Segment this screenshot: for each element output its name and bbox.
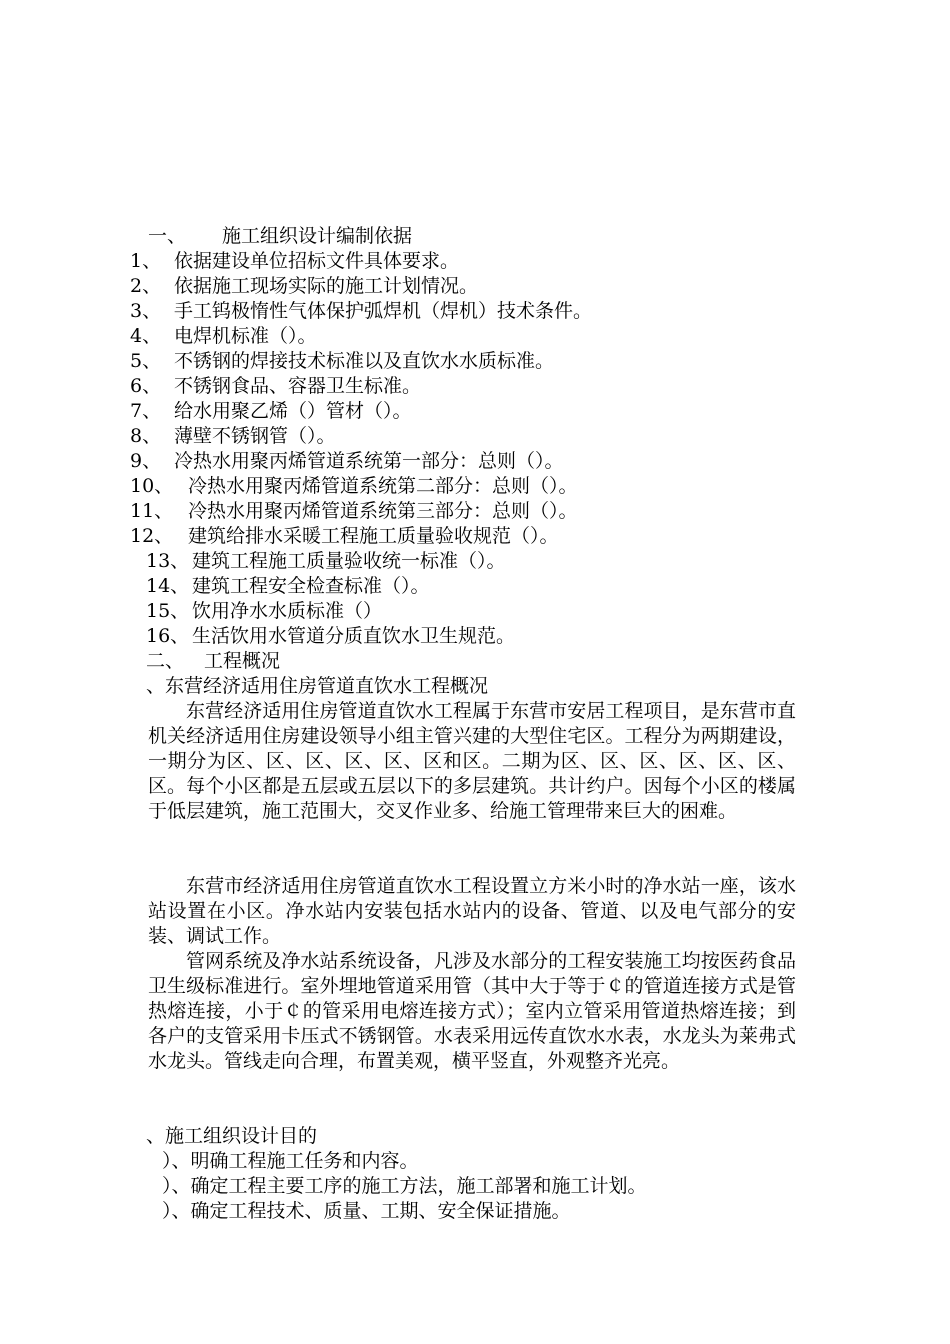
list-item-number: 7、 bbox=[130, 400, 162, 422]
section-heading-basis bbox=[148, 224, 412, 249]
list-item bbox=[130, 324, 317, 349]
list-item bbox=[130, 374, 421, 399]
list-item bbox=[130, 424, 336, 449]
list-item-text: 冷热水用聚丙烯管道系统第二部分：总则（）。 bbox=[188, 475, 578, 497]
list-item-number: 6、 bbox=[130, 375, 162, 397]
list-item: ）、明确工程施工任务和内容。 bbox=[162, 1150, 419, 1172]
subsection-heading: 、施工组织设计目的 bbox=[146, 1125, 318, 1147]
list-item-text: 依据建设单位招标文件具体要求。 bbox=[174, 250, 460, 272]
overview-paragraph-2: 东营市经济适用住房管道直饮水工程设置立方米小时的净水站一座，该水站设置在小区。净水站内安装包括水站内的设备、管道、以及电气部分的安装、调试工作。 bbox=[148, 875, 796, 947]
list-item bbox=[130, 524, 559, 549]
list-item-text: 建筑给排水采暖工程施工质量验收规范（）。 bbox=[188, 525, 559, 547]
section-number: 一、 bbox=[148, 225, 187, 247]
list-item-text: 不锈钢食品、容器卫生标准。 bbox=[174, 375, 422, 397]
list-item-text: 生活饮用水管道分质直饮水卫生规范。 bbox=[192, 625, 516, 647]
list-item bbox=[130, 299, 592, 324]
list-item-number: 14、 bbox=[146, 575, 190, 597]
list-item-number: 11、 bbox=[130, 500, 174, 522]
section-number: 二、 bbox=[146, 650, 185, 672]
list-item-number: 8、 bbox=[130, 425, 162, 447]
list-item-number: 4、 bbox=[130, 325, 162, 347]
list-item: ）、确定工程技术、质量、工期、安全保证措施。 bbox=[162, 1200, 571, 1222]
subsection-heading: 、东营经济适用住房管道直饮水工程概况 bbox=[146, 675, 489, 697]
list-item bbox=[146, 549, 506, 574]
list-item bbox=[130, 274, 478, 299]
list-item-text: 薄壁不锈钢管（）。 bbox=[174, 425, 336, 447]
list-item-number: 12、 bbox=[130, 525, 174, 547]
list-item: ）、确定工程主要工序的施工方法，施工部署和施工计划。 bbox=[162, 1175, 647, 1197]
list-item bbox=[130, 249, 459, 274]
overview-paragraph-1: 东营经济适用住房管道直饮水工程属于东营市安居工程项目，是东营市直机关经济适用住房建设领导小组主管兴建的大型住宅区。工程分为两期建设，一期分为区、区、区、区、区、区和区。二期为区、区、区、区、区、区、区。每个小区都是五层或五层以下的多层建筑。共计约户。因每个小区的楼属于低层建筑，施工范围大，交叉作业多、给施工管理带来巨大的困难。 bbox=[148, 700, 796, 822]
list-item bbox=[130, 449, 564, 474]
list-item-number: 1、 bbox=[130, 250, 162, 272]
list-item-number: 5、 bbox=[130, 350, 162, 372]
list-item-text: 电焊机标准（）。 bbox=[174, 325, 317, 347]
list-item-number: 10、 bbox=[130, 475, 174, 497]
list-item bbox=[130, 349, 554, 374]
list-item-text: 冷热水用聚丙烯管道系统第三部分：总则（）。 bbox=[188, 500, 578, 522]
list-item-text: 依据施工现场实际的施工计划情况。 bbox=[174, 275, 479, 297]
list-item-text: 冷热水用聚丙烯管道系统第一部分：总则（）。 bbox=[174, 450, 564, 472]
list-item-text: 给水用聚乙烯（）管材（）。 bbox=[174, 400, 412, 422]
section-title: 施工组织设计编制依据 bbox=[222, 225, 413, 247]
list-item-text: 建筑工程施工质量验收统一标准（）。 bbox=[192, 550, 506, 572]
list-item-number: 2、 bbox=[130, 275, 162, 297]
list-item-number: 9、 bbox=[130, 450, 162, 472]
list-item bbox=[146, 599, 382, 624]
list-item bbox=[146, 574, 430, 599]
list-item-text: 不锈钢的焊接技术标准以及直饮水水质标准。 bbox=[174, 350, 555, 372]
list-item-number: 3、 bbox=[130, 300, 162, 322]
list-item-number: 13、 bbox=[146, 550, 190, 572]
list-item-text: 建筑工程安全检查标准（）。 bbox=[192, 575, 430, 597]
list-item-text: 手工钨极惰性气体保护弧焊机（焊机）技术条件。 bbox=[174, 300, 593, 322]
list-item bbox=[130, 399, 412, 424]
list-item bbox=[130, 499, 578, 524]
list-item-number: 15、 bbox=[146, 600, 190, 622]
list-item bbox=[130, 474, 578, 499]
list-item bbox=[146, 624, 515, 649]
section-title: 工程概况 bbox=[204, 650, 281, 672]
overview-paragraph-3: 管网系统及净水站系统设备，凡涉及水部分的工程安装施工均按医药食品卫生级标准进行。室外埋地管道采用管（其中大于等于￠的管道连接方式是管热熔连接，小于￠的管采用电熔连接方式）；室内立管采用管道热熔连接；到各户的支管采用卡压式不锈钢管。水表采用远传直饮水水表，水龙头为莱弗式水龙头。管线走向合理，布置美观，横平竖直，外观整齐光亮。 bbox=[148, 950, 796, 1072]
list-item-text: 饮用净水水质标准（） bbox=[192, 600, 383, 622]
section-heading-overview bbox=[146, 649, 280, 674]
list-item-number: 16、 bbox=[146, 625, 190, 647]
